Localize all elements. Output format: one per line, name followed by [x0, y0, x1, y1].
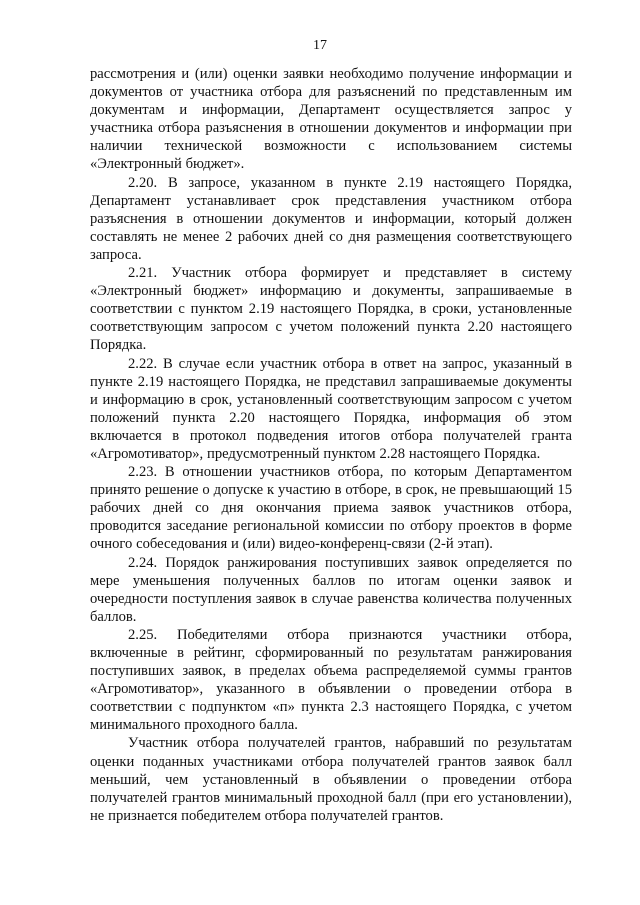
paragraph-2-25: 2.25. Победителями отбора признаются участники отбора, включенные в рейтинг, сформированный по результатам ранжирования поступивших заявок, в пределах объема распределяемой суммы грантов «Агромотиватор», указанного в объявлении о проведении отбора в соответствии с подпунктом «п» пункта 2.3 настоящего Порядка, с учетом минимального проходного балла.	[90, 626, 572, 734]
paragraph-2-21: 2.21. Участник отбора формирует и представляет в систему «Электронный бюджет» информацию и документы, запрашиваемые в соответствии с пунктом 2.19 настоящего Порядка, в сроки, установленные соответствующим запросом с учетом положений пункта 2.20 настоящего Порядка.	[90, 265, 572, 354]
page-number: 17	[313, 38, 327, 53]
paragraph-continuation: рассмотрения и (или) оценки заявки необходимо получение информации и документов от участника отбора для разъяснений по представленным им документам и информации, Департамент осуществляется запрос у участника отбора разъяснения в отношении документов и информации при наличии технической возможности с использованием системы «Электронный бюджет».	[90, 66, 572, 173]
paragraph-2-23: 2.23. В отношении участников отбора, по которым Департаментом принято решение о допуске к участию в отборе, в срок, не превышающий 15 рабочих дней со дня окончания приема заявок участников отбора, проводится заседание региональной комиссии по отбору проектов в форме очного собеседования и (или) видео-конференц-связи (2-й этап).	[90, 464, 572, 553]
paragraph-2-24: 2.24. Порядок ранжирования поступивших заявок определяется по мере уменьшения полученных баллов по итогам оценки заявок и очередности поступления заявок в случае равенства количества полученных баллов.	[90, 554, 572, 625]
paragraph-2-20: 2.20. В запросе, указанном в пункте 2.19 настоящего Порядка, Департамент устанавливает срок представления участником отбора разъяснения в отношении документов и информации, который должен составлять не менее 2 рабочих дней со дня размещения соответствующего запроса.	[90, 174, 572, 263]
document-body	[90, 65, 572, 825]
paragraph-2-22: 2.22. В случае если участник отбора в ответ на запрос, указанный в пункте 2.19 настоящего Порядка, не представил запрашиваемые документы и информацию в срок, установленный соответствующим запросом с учетом положений пункта 2.20 настоящего Порядка, информация об этом включается в протокол подведения итогов отбора получателей гранта «Агромотиватор», предусмотренный пунктом 2.28 настоящего Порядка.	[90, 355, 572, 462]
paragraph-non-winner: Участник отбора получателей грантов, набравший по результатам оценки поданных участниками отбора получателей грантов заявок балл меньший, чем установленный в объявлении о проведении отбора получателей грантов минимальный проходной балл (при его установлении), не признается победителем отбора получателей грантов.	[90, 735, 572, 824]
